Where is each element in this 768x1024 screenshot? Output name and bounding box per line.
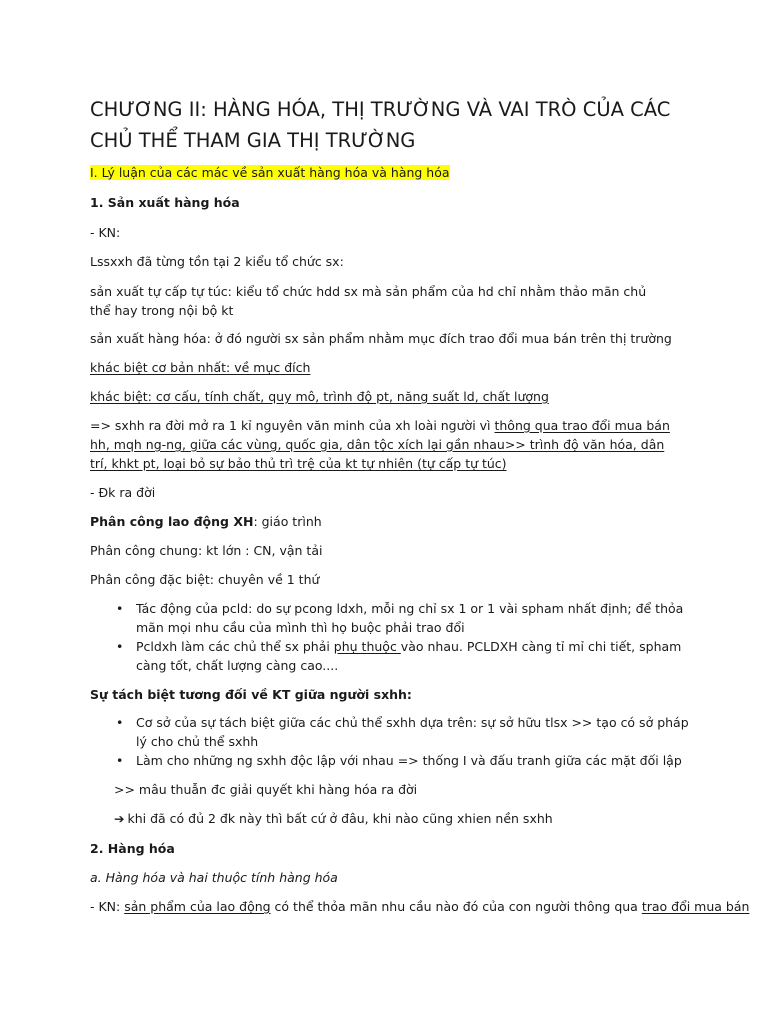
text-run: có thể thỏa mãn nhu cầu nào đó của con người thông qua: [270, 899, 642, 914]
bullet-icon: •: [116, 601, 124, 616]
subsection-heading-2: 2. Hàng hóa: [90, 841, 175, 856]
bold-run: Phân công lao động XH: [90, 514, 254, 529]
subsection-heading-2a: a. Hàng hóa và hai thuộc tính hàng hóa: [90, 870, 338, 885]
paragraph-tu-cap-tu-tuc: sản xuất tự cấp tự túc: kiểu tổ chức hdd sx mà sản phẩm của hd chỉ nhằm thảo mãn chủ thể hay trong nội bộ kt: [90, 284, 647, 318]
list-item: [116, 713, 696, 751]
paragraph-khac-biet: khác biệt: cơ cấu, tính chất, quy mô, trình độ pt, năng suất ld, chất lượng: [90, 389, 549, 404]
list-item-text: Cơ sở của sự tách biệt giữa các chủ thể sxhh dựa trên: sự sở hữu tlsx >> tạo có sở pháp lý cho chủ thể sxhh: [136, 715, 689, 749]
paragraph-khac-biet-co-ban: khác biệt cơ bản nhất: về mục đích: [90, 360, 311, 375]
paragraph-sxhh-ra-doi: [90, 416, 676, 473]
underlined-run: sản phẩm của lao động: [124, 899, 271, 914]
list-item: [116, 599, 696, 637]
underlined-run: thông qua trao đổi mua bán hh, mqh ng-ng, giữa các vùng, quốc gia, dân tộc xích lại gần nhau>> trình độ văn hóa, dân trí, khkt pt, loại bỏ sự bảo thủ trì trệ của kt tự nhiên (tự cấp tự túc): [90, 418, 670, 471]
list-item: [116, 637, 696, 675]
paragraph-pc-dac-biet: Phân công đặc biệt: chuyên về 1 thứ: [90, 572, 320, 587]
bullet-icon: •: [116, 639, 124, 654]
paragraph-mau-thuan: >> mâu thuẫn đc giải quyết khi hàng hóa ra đời: [114, 782, 418, 797]
list-item-text: Làm cho những ng sxhh độc lập với nhau => thống I và đấu tranh giữa các mặt đối lập: [136, 753, 682, 768]
underlined-run: phụ thuộc: [333, 639, 401, 654]
chapter-title: CHƯƠNG II: HÀNG HÓA, THỊ TRƯỜNG VÀ VAI TRÒ CỦA CÁC CHỦ THỂ THAM GIA THỊ TRƯỜNG: [90, 98, 671, 152]
text-run: - KN:: [90, 899, 125, 914]
section-heading: [90, 163, 690, 182]
text-run: => sxhh ra đời mở ra 1 kỉ nguyên văn minh của xh loài người vì: [90, 418, 495, 433]
paragraph-lssxxh: Lssxxh đã từng tồn tại 2 kiểu tổ chức sx:: [90, 254, 344, 269]
text-run: vào nhau. PCLDXH càng tỉ mỉ chi tiết, spham càng tốt, chất lượng càng cao....: [136, 639, 682, 673]
subsection-heading-1: 1. Sản xuất hàng hóa: [90, 195, 240, 210]
bullet-icon: •: [116, 715, 124, 730]
text-run: khi đã có đủ 2 đk này thì bất cứ ở đâu, khi nào cũng xhien nền sxhh: [127, 811, 553, 826]
dk-ra-doi: - Đk ra đời: [90, 485, 156, 500]
list-item-text: [136, 637, 696, 675]
highlighted-heading: I. Lý luận của các mác về sản xuất hàng hóa và hàng hóa: [90, 165, 450, 180]
arrow-right-icon: ➔: [114, 811, 125, 826]
paragraph-tach-biet-heading: Sự tách biệt tương đối về KT giữa người sxhh:: [90, 687, 412, 702]
kn-label: - KN:: [90, 225, 121, 240]
paragraph-san-xuat-hang-hoa: sản xuất hàng hóa: ở đó người sx sản phẩm nhằm mục đích trao đổi mua bán trên thị trường: [90, 331, 672, 346]
bullet-icon: •: [116, 753, 124, 768]
paragraph-pc-chung: Phân công chung: kt lớn : CN, vận tải: [90, 543, 323, 558]
list-item: [116, 751, 696, 770]
paragraph-kn-hang-hoa: [90, 897, 750, 916]
underlined-run: trao đổi mua bán: [641, 899, 750, 914]
text-run: Pcldxh làm các chủ thể sx phải: [136, 639, 334, 654]
paragraph-pcld: [90, 512, 690, 531]
paragraph-arrow: [114, 809, 714, 828]
list-item-text: Tác động của pcld: do sự pcong ldxh, mỗi ng chỉ sx 1 or 1 vài spham nhất định; để thỏa mãn mọi nhu cầu của mình thì họ buộc phải trao đổi: [136, 601, 684, 635]
text-run: : giáo trình: [253, 514, 322, 529]
